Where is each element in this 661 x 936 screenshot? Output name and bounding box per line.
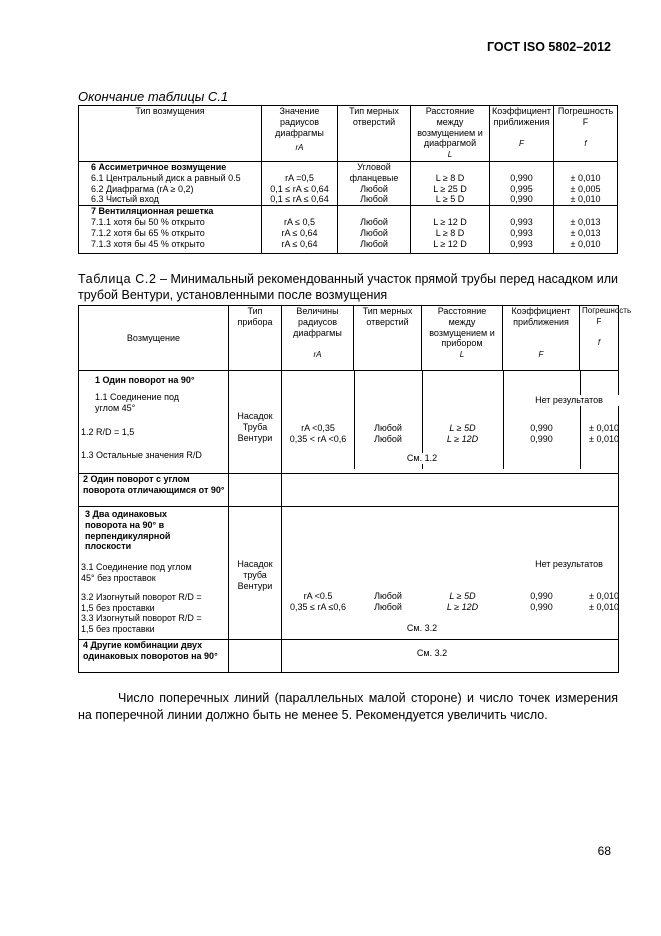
s3-r32-holes-1: Любой [374, 591, 402, 601]
g6-r1-err: ± 0,010 [554, 173, 618, 184]
g6-holes-a: Угловой [338, 161, 411, 172]
g6-r3-coef: 0,990 [490, 194, 554, 205]
table-row [79, 507, 619, 640]
th-ra-sym: rA [295, 143, 304, 153]
s1-r11: 1.1 Соединение под углом 45° [95, 391, 180, 413]
document-id: ГОСТ ISO 5802–2012 [486, 40, 611, 54]
th-dist: Расстояние между возмущением и диафрагмой [417, 106, 483, 149]
table-row [79, 640, 619, 673]
th2-dist: Расстояние между возмущением и прибором [429, 306, 495, 349]
table-row [79, 206, 618, 217]
group6-title: 6 Ассиметричное возмущение [79, 161, 262, 172]
s4-ref: См. 3.2 [416, 648, 448, 658]
s3-device-2: труба [243, 569, 267, 580]
g7-r2-err: ± 0,013 [554, 228, 618, 239]
s1-device-3: Вентури [237, 432, 273, 443]
g6-r3-name: 6.3 Чистый вход [79, 194, 262, 205]
s1-device-2: Труба [242, 421, 268, 432]
table-row [79, 239, 618, 254]
s3-r32-ra-2: 0,35 ≤ rA ≤0,6 [290, 601, 346, 612]
g6-r2-name: 6.2 Диафрагма (rA ≥ 0,2) [79, 184, 262, 195]
g6-r2-dist: L ≥ 25 D [411, 184, 490, 195]
s1-r12-dist-2: L ≥ 12D [446, 433, 479, 444]
g6-r2-coef: 0,995 [490, 184, 554, 195]
table-row [79, 173, 618, 184]
s3-r32-err-2: ± 0,010 [589, 601, 619, 612]
g7-r2-ra: rA ≤ 0,64 [262, 228, 338, 239]
th2-coef-sym: F [538, 350, 544, 360]
s3-device-1: Насадок [237, 559, 273, 569]
th2-dist-type: Возмущение [126, 332, 181, 343]
g7-r3-name: 7.1.3 хотя бы 45 % открыто [79, 239, 262, 254]
table2-header-row [79, 306, 619, 371]
g6-r2-holes: Любой [338, 184, 411, 195]
th-holes: Тип мерных отверстий [349, 106, 399, 127]
s1-device-1: Насадок [237, 411, 273, 421]
g6-r1-dist: L ≥ 8 D [411, 173, 490, 184]
table1-caption: Окончание таблицы С.1 [78, 89, 229, 104]
g6-r1-coef: 0,990 [490, 173, 554, 184]
table2-caption [78, 272, 618, 303]
th-ra: Значение радиусов диафрагмы [275, 106, 324, 138]
th-coef: Коэффициент приближения [492, 106, 551, 127]
s1-title: 1 Один поворот на 90° [95, 375, 195, 385]
s1-no-results: Нет результатов [504, 395, 634, 406]
page-number: 68 [597, 844, 611, 858]
th-err-sym: f [584, 139, 587, 149]
s3-no-results: Нет результатов [535, 559, 603, 569]
th2-device: Тип прибора [237, 306, 273, 327]
g6-r2-ra: 0,1 ≤ rA ≤ 0,64 [262, 184, 338, 195]
th-coef-sym: F [519, 139, 524, 149]
g6-r3-err: ± 0,010 [554, 194, 618, 205]
table-row [79, 228, 618, 239]
th2-dist-sym: L [459, 350, 465, 360]
s1-r12-err-2: ± 0,010 [589, 433, 619, 444]
g6-r3-holes: Любой [338, 194, 411, 205]
s3-r33-ref: См. 3.2 [406, 623, 438, 633]
g7-r3-ra: rA ≤ 0,64 [262, 239, 338, 254]
s1-r12-coef-2: 0,990 [530, 433, 553, 444]
g7-r1-holes: Любой [338, 217, 411, 228]
table-c1-end [78, 105, 618, 254]
table-row [79, 161, 618, 172]
s3-device-3: Вентури [237, 580, 273, 591]
g6-r3-ra: 0,1 ≤ rA ≤ 0,64 [262, 194, 338, 205]
s1-r12-ra-2: 0,35 < rA <0,6 [289, 433, 347, 444]
s1-r12-coef-1: 0,990 [530, 423, 553, 433]
g7-r1-name: 7.1.1 хотя бы 50 % открыто [79, 217, 262, 228]
body-paragraph: Число поперечных линий (параллельных малой стороне) и число точек измерения на поперечной линии должно быть не менее 5. Рекомендуется увеличить число. [78, 691, 618, 722]
th-type: Тип возмущения [135, 106, 205, 116]
g7-r1-dist: L ≥ 12 D [411, 217, 490, 228]
g6-r2-err: ± 0,005 [554, 184, 618, 195]
table2-caption-text: – Минимальный рекомендованный участок прямой трубы перед насадком или трубой Вентури, установленными после возмущения [78, 272, 618, 302]
s3-r33: 3.3 Изогнутый поворот R/D = 1,5 без проставки [81, 613, 202, 635]
table-row [79, 371, 619, 474]
th2-holes: Тип мерных отверстий [362, 306, 413, 327]
g7-r1-err: ± 0,013 [554, 217, 618, 228]
th-dist-sym: L [447, 150, 453, 160]
table-row [79, 217, 618, 228]
g6-r3-dist: L ≥ 5 D [411, 194, 490, 205]
g6-holes-b: фланцевые [338, 173, 411, 184]
th-err: Погрешность F [557, 106, 614, 127]
g7-r3-dist: L ≥ 12 D [411, 239, 490, 254]
s1-r13: 1.3 Остальные значения R/D [81, 450, 202, 461]
s3-title: 3 Два одинаковых поворота на 90° в перпендикулярной плоскости [85, 509, 171, 552]
s3-r32-coef-2: 0,990 [530, 601, 553, 612]
s1-r12: 1.2 R/D = 1,5 [81, 427, 135, 438]
s1-r12-holes-1: Любой [374, 423, 402, 433]
g7-r2-name: 7.1.2 хотя бы 65 % открыто [79, 228, 262, 239]
table-row [79, 184, 618, 195]
s1-r12-holes-2: Любой [374, 433, 402, 444]
g7-r2-coef: 0,993 [490, 228, 554, 239]
th2-err: Погрешность F [582, 306, 632, 326]
g7-r3-coef: 0,993 [490, 239, 554, 254]
s3-r32-coef-1: 0,990 [530, 591, 553, 601]
table1-header-row [79, 106, 618, 162]
g7-r1-ra: rA ≤ 0,5 [262, 217, 338, 228]
s1-r12-err-1: ± 0,010 [589, 423, 619, 433]
th2-err-sym: f [597, 338, 601, 348]
s4-title: 4 Другие комбинации двух одинаковых поворотов на 90° [79, 640, 229, 673]
table-row [79, 194, 618, 205]
s1-r13-ref: См. 1.2 [382, 453, 462, 464]
th2-ra-sym: rA [313, 350, 322, 360]
table2-caption-prefix: Таблица С.2 [78, 272, 157, 286]
g7-r2-holes: Любой [338, 228, 411, 239]
s1-r12-dist-1: L ≥ 5D [449, 423, 476, 433]
th2-coef: Коэффициент приближения [511, 306, 571, 327]
g6-r1-ra: rA =0,5 [262, 173, 338, 184]
s3-r32-ra-1: rA <0.5 [303, 591, 333, 601]
g7-r3-err: ± 0,010 [554, 239, 618, 254]
s3-r32-dist-1: L ≥ 5D [449, 591, 476, 601]
g7-r1-coef: 0,993 [490, 217, 554, 228]
s3-r32-err-1: ± 0,010 [589, 591, 619, 601]
table-c2 [78, 305, 632, 673]
table-row [79, 474, 619, 507]
s3-r32-dist-2: L ≥ 12D [446, 601, 479, 612]
g6-r1-name: 6.1 Центральный диск a равный 0.5 [79, 173, 262, 184]
s1-r12-ra-1: rA <0,35 [301, 423, 335, 433]
s3-r32: 3.2 Изогнутый поворот R/D = 1,5 без проставки [81, 591, 202, 613]
s3-r32-holes-2: Любой [374, 601, 402, 612]
group7-title: 7 Вентиляционная решетка [79, 206, 262, 217]
g7-r3-holes: Любой [338, 239, 411, 254]
s2-title: 2 Один поворот с углом поворота отличающимся от 90° [79, 474, 229, 507]
th2-ra: Величины радиусов диафрагмы [293, 306, 342, 338]
g7-r2-dist: L ≥ 8 D [411, 228, 490, 239]
s3-r31: 3.1 Соединение под углом 45° без проставок [81, 562, 192, 583]
